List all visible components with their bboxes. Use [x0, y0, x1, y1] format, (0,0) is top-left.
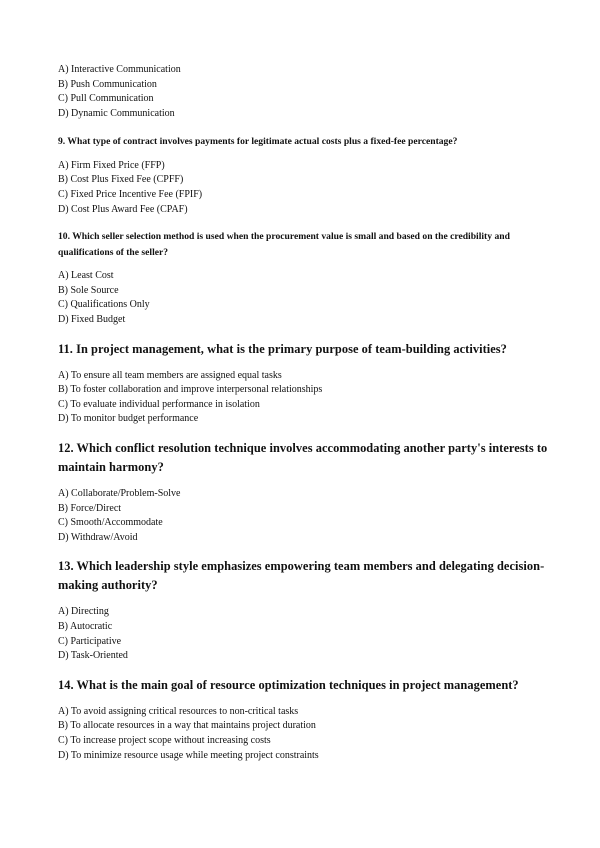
q9-option-b: B) Cost Plus Fixed Fee (CPFF) [58, 174, 184, 186]
q11-question: 11. In project management, what is the primary purpose of team-building activities? [58, 341, 507, 356]
q8-option-b: B) Push Communication [58, 78, 157, 90]
q11-option-c: C) To evaluate individual performance in isolation [58, 398, 260, 410]
q8-option-a: A) Interactive Communication [58, 64, 181, 75]
q11-option-a: A) To ensure all team members are assigned equal tasks [58, 369, 282, 381]
q14-option-b: B) To allocate resources in a way that maintains project duration [58, 720, 316, 732]
document-page [58, 63, 558, 763]
q13-option-b: B) Autocratic [58, 620, 113, 632]
q10-option-a: A) Least Cost [58, 270, 114, 282]
q10-options [58, 269, 558, 327]
q12-question: 12. Which conflict resolution technique involves accommodating another party's interests to maintain harmony? [58, 441, 548, 474]
q10-option-b: B) Sole Source [58, 284, 119, 296]
q9-option-c: C) Fixed Price Incentive Fee (FPIF) [58, 189, 203, 201]
q12-option-c: C) Smooth/Accommodate [58, 517, 163, 529]
q14-question: 14. What is the main goal of resource optimization techniques in project management? [58, 677, 519, 692]
q8-option-d: D) Dynamic Communication [58, 107, 175, 119]
q13-option-d: D) Task-Oriented [58, 650, 128, 662]
q12-option-d: D) Withdraw/Avoid [58, 531, 138, 543]
q13-option-a: A) Directing [58, 606, 109, 618]
q9-option-a: A) Firm Fixed Price (FFP) [58, 159, 165, 171]
q9-option-d: D) Cost Plus Award Fee (CPAF) [58, 203, 188, 215]
q11-option-d: D) To monitor budget performance [58, 413, 199, 425]
q12-option-b: B) Force/Direct [58, 502, 122, 514]
q14-option-a: A) To avoid assigning critical resources to non-critical tasks [58, 705, 299, 717]
q13-option-c: C) Participative [58, 635, 122, 647]
q10-option-c: C) Qualifications Only [58, 299, 150, 311]
q12-options [58, 487, 558, 545]
q13-question: 13. Which leadership style emphasizes empowering team members and delegating decision-making authority? [58, 559, 545, 593]
q13-options [58, 605, 558, 663]
q9-question: 9. What type of contract involves payments for legitimate actual costs plus a fixed-fee percentage? [58, 136, 458, 148]
q11-options [58, 369, 558, 427]
q12-option-a: A) Collaborate/Problem-Solve [58, 488, 181, 499]
q9-options [58, 159, 558, 217]
q14-option-c: C) To increase project scope without increasing costs [58, 734, 271, 746]
q14-options [58, 705, 558, 763]
q14-option-d: D) To minimize resource usage while meeting project constraints [58, 749, 319, 761]
q8-options [58, 63, 558, 121]
q10-option-d: D) Fixed Budget [58, 314, 126, 326]
q11-option-b: B) To foster collaboration and improve interpersonal relationships [58, 384, 323, 396]
q10-question: 10. Which seller selection method is used when the procurement value is small and based on the credibility and qualifications of the seller? [58, 231, 510, 258]
q8-option-c: C) Pull Communication [58, 93, 154, 105]
